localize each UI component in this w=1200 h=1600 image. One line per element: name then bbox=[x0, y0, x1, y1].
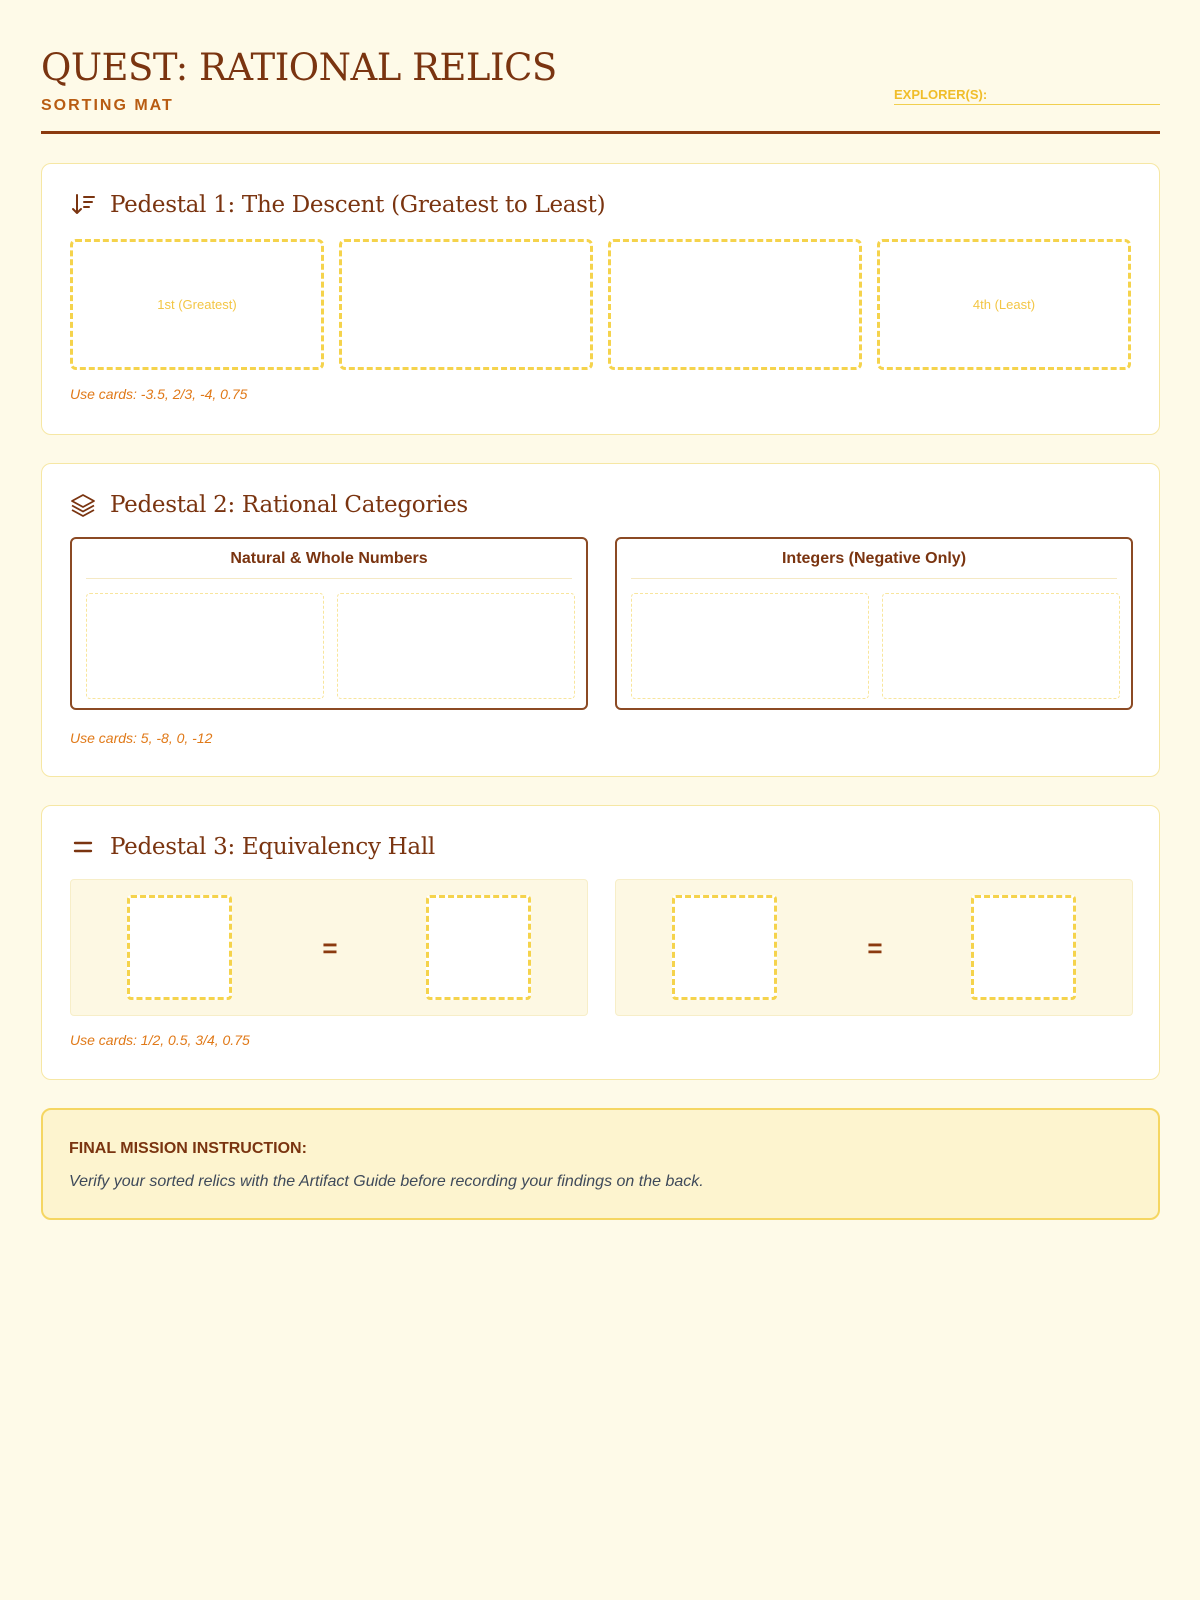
pedestal-1-header bbox=[70, 190, 605, 220]
category-title: Natural & Whole Numbers bbox=[86, 539, 572, 579]
category-title: Integers (Negative Only) bbox=[631, 539, 1117, 579]
category-slot[interactable] bbox=[882, 593, 1120, 699]
page-header bbox=[41, 0, 1160, 134]
pedestal-2-card bbox=[41, 463, 1160, 777]
equivalency-slot[interactable] bbox=[971, 895, 1076, 1000]
category-slot[interactable] bbox=[631, 593, 869, 699]
final-mission-box bbox=[41, 1108, 1160, 1220]
equivalency-pair bbox=[70, 879, 588, 1016]
equals-icon bbox=[70, 834, 96, 860]
ordering-slot[interactable] bbox=[339, 239, 593, 370]
equivalency-slot[interactable] bbox=[426, 895, 531, 1000]
category-slot[interactable] bbox=[86, 593, 324, 699]
pedestal-2-header bbox=[70, 490, 468, 520]
pedestal-1-hint: Use cards: -3.5, 2/3, -4, 0.75 bbox=[70, 386, 248, 402]
equivalency-slot[interactable] bbox=[127, 895, 232, 1000]
pedestal-3-hint: Use cards: 1/2, 0.5, 3/4, 0.75 bbox=[70, 1032, 250, 1048]
pedestal-3-title: Pedestal 3: Equivalency Hall bbox=[110, 834, 435, 860]
sorting-mat-page bbox=[41, 0, 1160, 1190]
ordering-slot[interactable]: 4th (Least) bbox=[877, 239, 1131, 370]
equals-sign: = bbox=[322, 933, 338, 963]
category-slot[interactable] bbox=[337, 593, 575, 699]
layers-icon bbox=[70, 492, 96, 518]
equivalency-slot[interactable] bbox=[672, 895, 777, 1000]
pedestal-3-card bbox=[41, 805, 1160, 1080]
final-mission-text: Verify your sorted relics with the Artifact Guide before recording your findings on the back. bbox=[69, 1173, 704, 1190]
pedestal-1-title: Pedestal 1: The Descent (Greatest to Least) bbox=[110, 192, 606, 218]
pedestal-3-header bbox=[70, 832, 435, 862]
category-group-natural-whole bbox=[70, 537, 588, 710]
pedestal-2-title: Pedestal 2: Rational Categories bbox=[110, 492, 468, 518]
explorer-name-field[interactable]: EXPLORER(S): bbox=[894, 87, 1160, 105]
equivalency-pair bbox=[615, 879, 1133, 1016]
page-title: QUEST: RATIONAL RELICS bbox=[41, 46, 557, 89]
pedestal-2-hint: Use cards: 5, -8, 0, -12 bbox=[70, 730, 213, 746]
sort-descending-icon bbox=[70, 192, 96, 218]
ordering-slot[interactable]: 1st (Greatest) bbox=[70, 239, 324, 370]
final-mission-title: FINAL MISSION INSTRUCTION: bbox=[69, 1140, 307, 1157]
page-subtitle: SORTING MAT bbox=[41, 97, 174, 114]
category-group-negative-integers bbox=[615, 537, 1133, 710]
pedestal-1-card bbox=[41, 163, 1160, 435]
ordering-slot[interactable] bbox=[608, 239, 862, 370]
equals-sign: = bbox=[867, 933, 883, 963]
